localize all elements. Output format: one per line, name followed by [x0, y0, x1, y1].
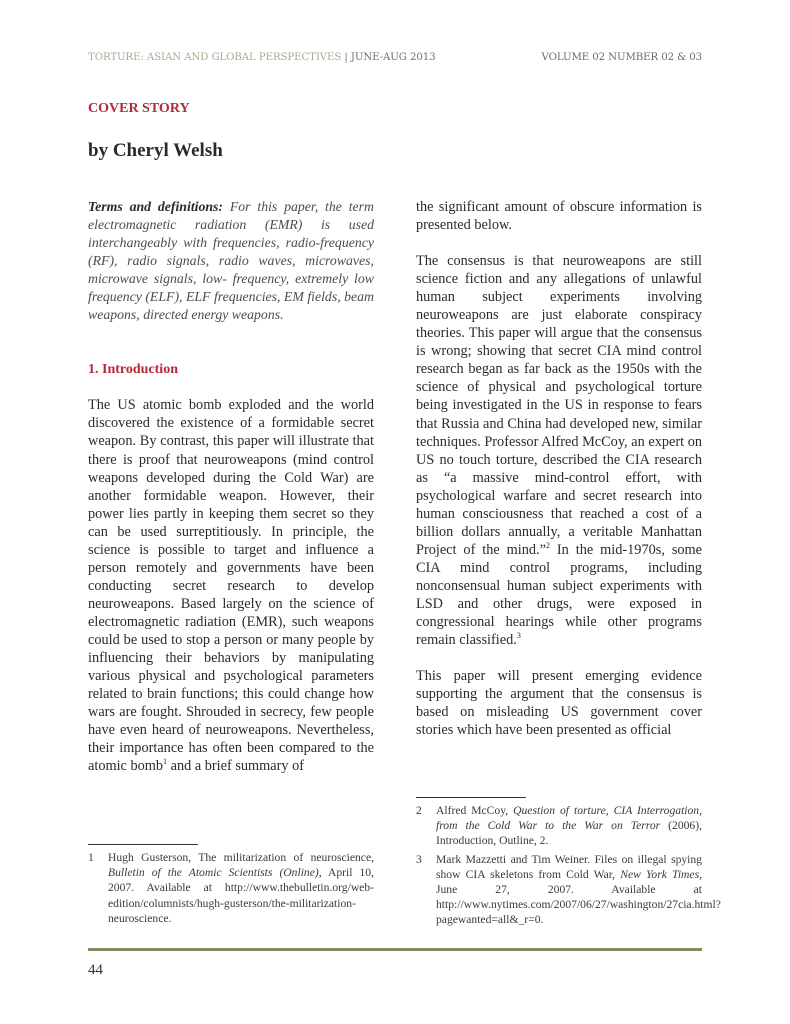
issue-date: JUNE-AUG 2013 — [350, 52, 436, 63]
author-byline: by Cheryl Welsh — [88, 140, 223, 161]
terms-definitions — [88, 198, 374, 324]
running-header — [88, 52, 702, 68]
footnotes-right — [416, 803, 721, 931]
section-heading-introduction: 1. Introduction — [88, 362, 178, 378]
footnote-number: 1 — [88, 851, 94, 864]
left-column — [88, 198, 374, 775]
footnote-source: Bulletin of the Atomic Scientists (Online), — [108, 866, 322, 880]
footnote-text: Hugh Gusterson, The militarization of neuroscience, — [108, 851, 374, 864]
footnote-ref-1[interactable]: 1 — [163, 757, 168, 767]
footnote-divider — [88, 844, 198, 845]
footnote-text: Mark Mazzetti and Tim Weiner. Files on illegal spying show CIA skeletons from Cold War, — [436, 852, 702, 881]
footnotes-left — [88, 850, 374, 929]
intro-paragraph-2 — [416, 252, 702, 649]
intro-paragraph-3: This paper will present emerging evidence supporting the argument that the consensus is based on misleading US government cover stories which have been presented as official — [416, 668, 702, 739]
footnote-ref-2[interactable]: 2 — [545, 541, 550, 551]
intro-paragraph-1 — [88, 396, 374, 775]
journal-title — [88, 52, 436, 63]
intro-paragraph-1-continued: the significant amount of obscure information is presented below. — [416, 199, 702, 234]
footnote-3 — [416, 852, 721, 928]
footnote-divider — [416, 797, 526, 798]
footnote-source: Question of torture, CIA Interrogation, from the Cold War to the War on Terror — [436, 804, 703, 833]
paragraph-gap — [416, 649, 702, 667]
footnote-1 — [88, 850, 374, 926]
intro-text-tail: and a brief summary of — [167, 758, 305, 775]
footnote-source: New York Times, — [620, 867, 702, 881]
intro-text: The US atomic bomb exploded and the world discovered the existence of a formidable secret weapon. By contrast, this paper will illustrate that there is proof that neuroweapons (mind control weapons developed during the Cold War) are another formidable weapon. However, their power lies partly in keeping them secret so they can be used surreptitiously. In principle, the science is possible to target and influence a person remotely and governments have been conducting secret research to develop neuroweapons. Based largely on the science of electromagnetic radiation (EMR), such weapons could be used to stop a person or many people by influencing their behaviors by manipulating various physical and psychological parameters related to brain functions; this could change how wars are fought. Shrouded in secrecy, few people have even heard of neuroweapons. Nevertheless, their importance has often been compared to the atomic bomb — [88, 397, 374, 775]
footnote-text-tail: April 10, 2007. Available at http://www.thebulletin.org/web-edition/columnists/hugh-gusterson/the-militarization-neuroscience. — [108, 866, 375, 925]
footnote-2 — [416, 803, 702, 849]
page-number: 44 — [88, 962, 103, 978]
header-separator: | — [344, 52, 348, 63]
journal-name: TORTURE: ASIAN AND GLOBAL PERSPECTIVES — [88, 52, 342, 63]
footnote-number: 2 — [416, 804, 422, 817]
footnote-text-tail: (2006), Introduction, Outline, 2. — [436, 819, 702, 848]
footnote-text-tail: June 27, 2007. Available at http://www.nytimes.com/2007/06/27/washington/27cia.html?pagewanted=all&_r=0. — [436, 883, 721, 927]
footnote-ref-3[interactable]: 3 — [516, 631, 521, 641]
intro-text-cont: In the mid-1970s, some CIA mind control programs, including nonconsensual human subject experiments with LSD and other drugs, were exposed in congressional hearings while other programs remain classified. — [416, 541, 702, 649]
footnote-number: 3 — [416, 852, 422, 866]
footnote-text: Alfred McCoy, — [436, 804, 514, 817]
terms-label: Terms and definitions: — [88, 199, 224, 214]
right-column — [416, 198, 702, 739]
section-label: COVER STORY — [88, 101, 190, 116]
paragraph-gap — [416, 234, 702, 252]
terms-text: For this paper, the term electromagnetic radiation (EMR) is used interchangeably with frequencies, radio-frequency (RF), radio signals, radio waves, microwaves, microwave signals, low- frequency, extremely low frequency (ELF), ELF frequencies, EM fields, beam weapons, directed energy weapons. — [88, 199, 375, 323]
intro-text: The consensus is that neuroweapons are still science fiction and any allegations of unlawful human subject experiments involving neuroweapons are just elaborate conspiracy theories. This paper will argue that the consensus is wrong; showing that secret CIA mind control research began as far back as the 1950s with the science of physical and psychological torture being investigated in the US in response to fears that Russia and China had developed new, similar techniques. Professor Alfred McCoy, an expert on US no touch torture, described the CIA research as “a massive mind-control effort, with psychological warfare and secret research into human consciousness that reached a cost of a billion dollars annually, a veritable Manhattan Project of the mind.” — [416, 253, 702, 558]
footer-rule — [88, 948, 702, 951]
volume-number: VOLUME 02 NUMBER 02 & 03 — [541, 52, 702, 63]
